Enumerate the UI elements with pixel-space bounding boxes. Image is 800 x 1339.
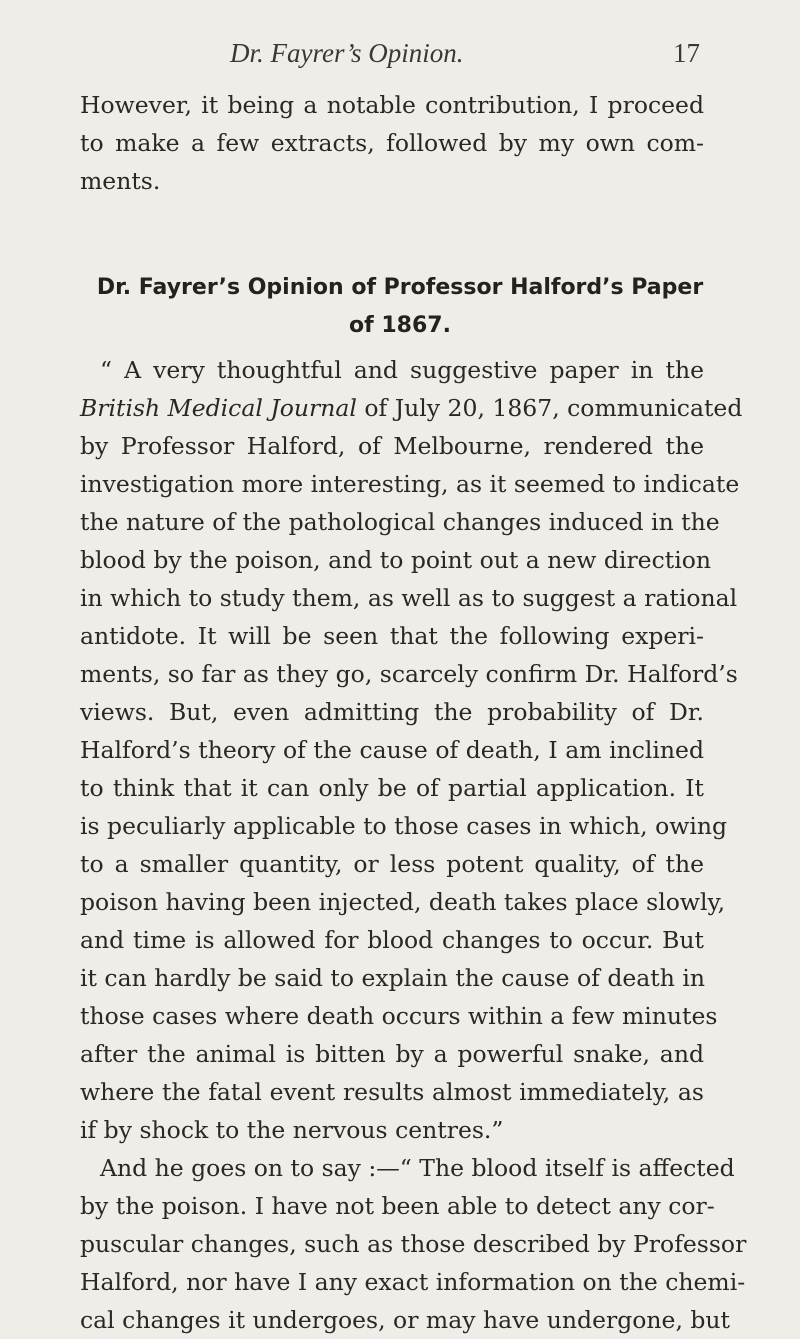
quote-line: where the fatal event results almost immediately, as bbox=[80, 1078, 704, 1106]
quote-line-rest: of July 20, 1867, communicated bbox=[356, 394, 743, 422]
quote-line: the nature of the pathological changes induced in the bbox=[80, 508, 720, 536]
section-heading: of 1867. bbox=[349, 313, 451, 338]
quote-line: poison having been injected, death takes place slowly, bbox=[80, 888, 726, 916]
quote-line: it can hardly be said to explain the cause of death in bbox=[80, 964, 705, 992]
continuation-line: Halford, nor have I any exact information on the chemi- bbox=[80, 1268, 746, 1296]
quote-line: to think that it can only be of partial application. It bbox=[80, 774, 704, 802]
running-head bbox=[230, 38, 700, 78]
intro-line: to make a few extracts, followed by my own com- bbox=[80, 129, 704, 157]
continuation-line: puscular changes, such as those described by Professor bbox=[80, 1230, 747, 1258]
quote-line-with-citation bbox=[80, 389, 743, 427]
quote-line: antidote. It will be seen that the following experi- bbox=[80, 622, 704, 650]
quote-line: if by shock to the nervous centres.” bbox=[80, 1116, 504, 1144]
intro-line: However, it being a notable contribution, I proceed bbox=[80, 91, 704, 119]
page-number: 17 bbox=[673, 38, 700, 68]
quote-line: and time is allowed for blood changes to occur. But bbox=[80, 926, 704, 954]
quote-line: blood by the poison, and to point out a new direction bbox=[80, 546, 711, 574]
quote-line: in which to study them, as well as to suggest a rational bbox=[80, 584, 738, 612]
quote-line: ments, so far as they go, scarcely confirm Dr. Halford’s bbox=[80, 660, 738, 688]
section-heading: Dr. Fayrer’s Opinion of Professor Halford’s Paper bbox=[96, 275, 704, 300]
continuation-line: by the poison. I have not been able to detect any cor- bbox=[80, 1192, 715, 1220]
journal-title: British Medical Journal bbox=[80, 394, 357, 422]
quote-line: Halford’s theory of the cause of death, I am inclined bbox=[80, 736, 704, 764]
quote-line: “ A very thoughtful and suggestive paper in the bbox=[100, 356, 704, 384]
quote-line: is peculiarly applicable to those cases in which, owing bbox=[80, 812, 728, 840]
continuation-line: And he goes on to say :—“ The blood itself is affected bbox=[100, 1154, 735, 1182]
quote-line: those cases where death occurs within a few minutes bbox=[80, 1002, 718, 1030]
quote-line: by Professor Halford, of Melbourne, rendered the bbox=[80, 432, 704, 460]
running-head-title: Dr. Fayrer’s Opinion. bbox=[230, 38, 464, 68]
quote-line: to a smaller quantity, or less potent quality, of the bbox=[80, 850, 704, 878]
intro-line: ments. bbox=[80, 167, 161, 195]
quote-line: investigation more interesting, as it seemed to indicate bbox=[80, 470, 740, 498]
continuation-line: cal changes it undergoes, or may have undergone, but bbox=[80, 1306, 731, 1334]
quote-line: after the animal is bitten by a powerful snake, and bbox=[80, 1040, 704, 1068]
quote-line: views. But, even admitting the probability of Dr. bbox=[80, 698, 704, 726]
